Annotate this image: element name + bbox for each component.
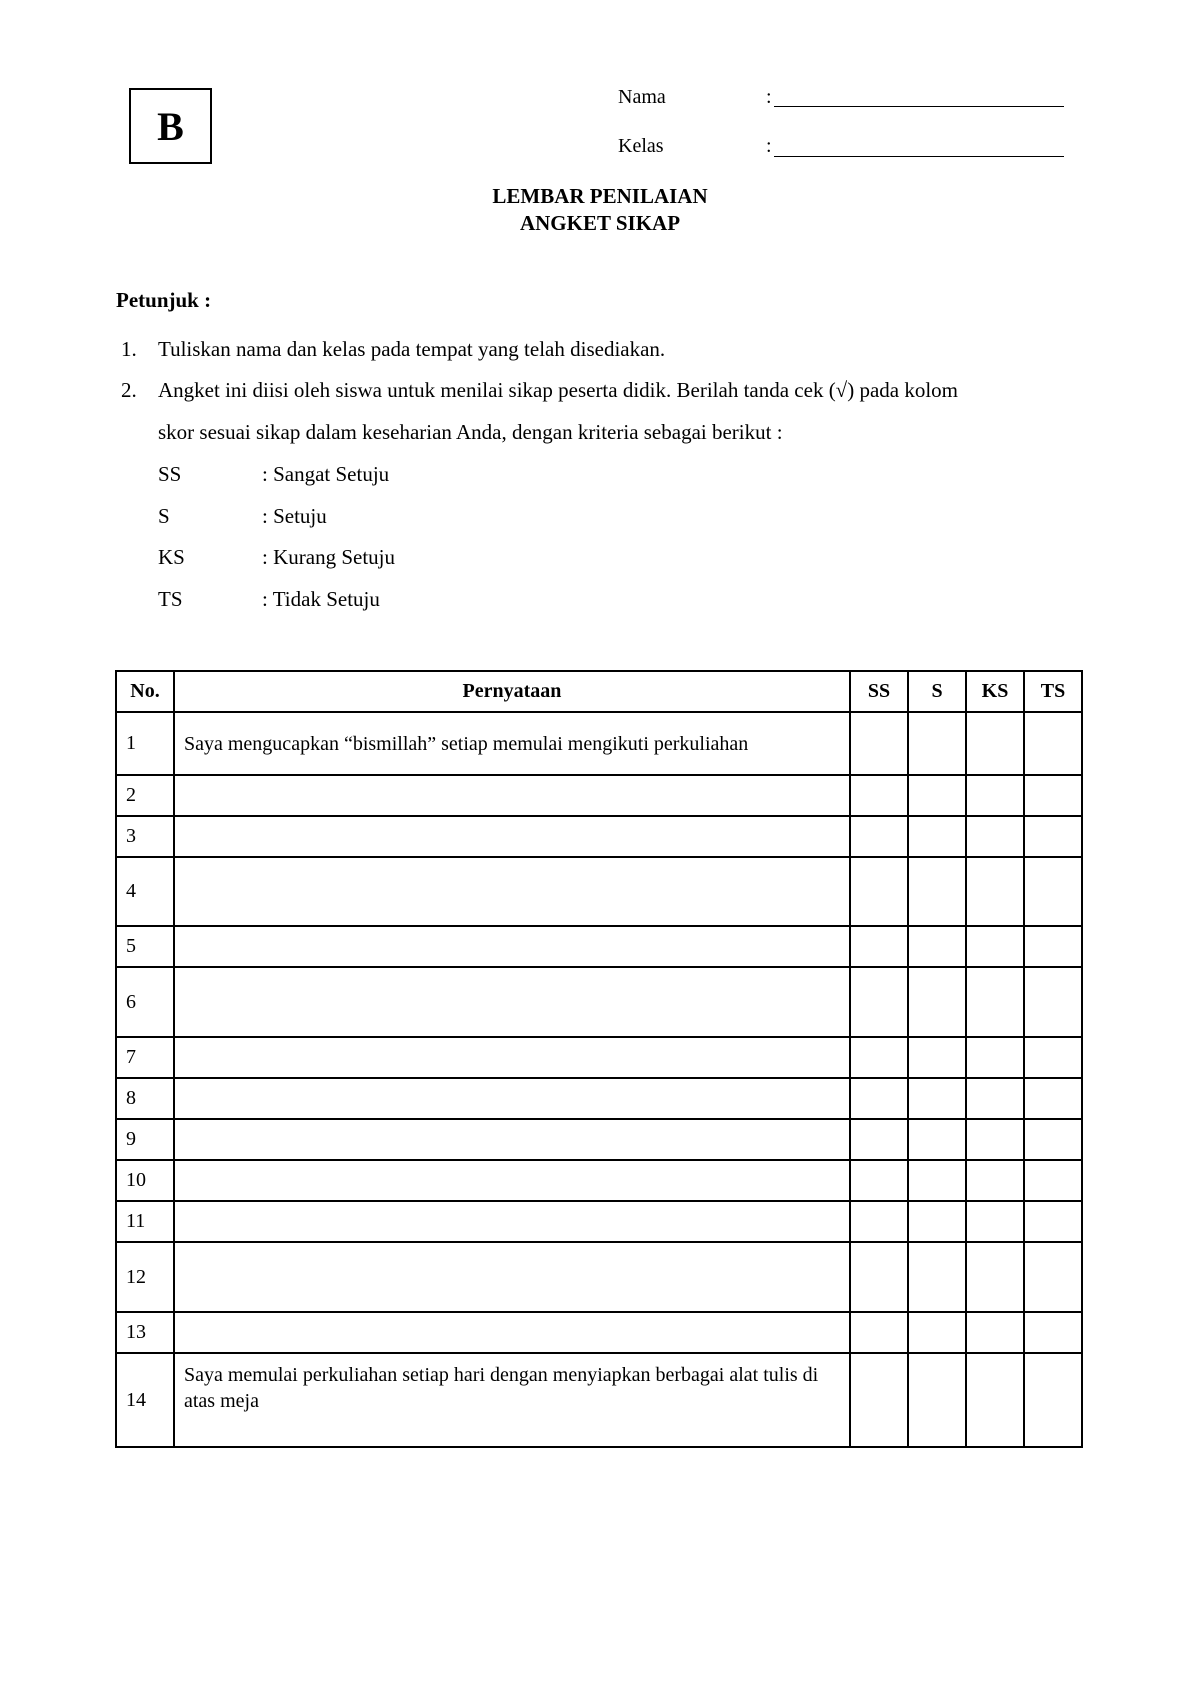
score-cell-s[interactable] bbox=[908, 712, 966, 775]
score-cell-ts[interactable] bbox=[1024, 1119, 1082, 1160]
score-cell-s[interactable] bbox=[908, 1160, 966, 1201]
statement-cell bbox=[174, 967, 850, 1037]
criteria-code: TS bbox=[158, 587, 183, 611]
score-cell-ks[interactable] bbox=[966, 816, 1024, 857]
score-cell-s[interactable] bbox=[908, 1037, 966, 1078]
score-cell-ss[interactable] bbox=[850, 1242, 908, 1312]
score-cell-s[interactable] bbox=[908, 1078, 966, 1119]
statement-cell bbox=[174, 775, 850, 816]
score-cell-ts[interactable] bbox=[1024, 1160, 1082, 1201]
score-cell-s[interactable] bbox=[908, 926, 966, 967]
score-cell-ss[interactable] bbox=[850, 1353, 908, 1447]
class-colon: : bbox=[766, 135, 772, 157]
score-cell-ss[interactable] bbox=[850, 1078, 908, 1119]
statement-cell bbox=[174, 816, 850, 857]
criteria-code: KS bbox=[158, 545, 185, 569]
score-cell-s[interactable] bbox=[908, 1353, 966, 1447]
score-cell-ts[interactable] bbox=[1024, 1242, 1082, 1312]
header-no: No. bbox=[116, 671, 174, 712]
score-cell-ks[interactable] bbox=[966, 1160, 1024, 1201]
statement-cell: Saya mengucapkan “bismillah” setiap memulai mengikuti perkuliahan bbox=[174, 712, 850, 775]
table-row bbox=[116, 1242, 1082, 1312]
instruction-text: Tuliskan nama dan kelas pada tempat yang telah disediakan. bbox=[158, 337, 666, 361]
score-cell-ss[interactable] bbox=[850, 967, 908, 1037]
score-cell-ts[interactable] bbox=[1024, 816, 1082, 857]
doc-title-line1: LEMBAR PENILAIAN bbox=[492, 184, 708, 208]
row-number: 14 bbox=[116, 1353, 174, 1447]
criteria-description: : Sangat Setuju bbox=[262, 462, 390, 486]
score-cell-ts[interactable] bbox=[1024, 1037, 1082, 1078]
row-number: 13 bbox=[116, 1312, 174, 1353]
score-cell-ss[interactable] bbox=[850, 712, 908, 775]
row-number: 7 bbox=[116, 1037, 174, 1078]
table-row bbox=[116, 1078, 1082, 1119]
score-cell-s[interactable] bbox=[908, 1201, 966, 1242]
score-cell-ss[interactable] bbox=[850, 1119, 908, 1160]
header-statement: Pernyataan bbox=[174, 671, 850, 712]
table-row bbox=[116, 1312, 1082, 1353]
instruction-text: skor sesuai sikap dalam keseharian Anda, dengan kriteria sebagai berikut : bbox=[158, 420, 783, 444]
score-cell-ks[interactable] bbox=[966, 1201, 1024, 1242]
header-s: S bbox=[908, 671, 966, 712]
table-row bbox=[116, 1353, 1082, 1447]
score-cell-ss[interactable] bbox=[850, 1160, 908, 1201]
name-colon: : bbox=[766, 86, 772, 108]
statement-cell bbox=[174, 1119, 850, 1160]
table-row bbox=[116, 1119, 1082, 1160]
score-cell-s[interactable] bbox=[908, 1242, 966, 1312]
score-cell-ks[interactable] bbox=[966, 967, 1024, 1037]
class-field[interactable] bbox=[774, 156, 1064, 157]
doc-title-line2: ANGKET SIKAP bbox=[519, 211, 681, 235]
row-number: 10 bbox=[116, 1160, 174, 1201]
score-cell-ts[interactable] bbox=[1024, 967, 1082, 1037]
row-number: 6 bbox=[116, 967, 174, 1037]
table-row bbox=[116, 857, 1082, 926]
score-cell-ts[interactable] bbox=[1024, 775, 1082, 816]
score-cell-ks[interactable] bbox=[966, 712, 1024, 775]
header-ss: SS bbox=[850, 671, 908, 712]
criteria-code: SS bbox=[158, 462, 182, 486]
score-cell-ks[interactable] bbox=[966, 1353, 1024, 1447]
header-ts: TS bbox=[1024, 671, 1082, 712]
score-cell-ss[interactable] bbox=[850, 926, 908, 967]
score-cell-ts[interactable] bbox=[1024, 1312, 1082, 1353]
instruction-text: Angket ini diisi oleh siswa untuk menilai sikap peserta didik. Berilah tanda cek (√) pada kolom bbox=[158, 378, 959, 402]
score-cell-ks[interactable] bbox=[966, 1312, 1024, 1353]
instruction-number: 1. bbox=[121, 337, 137, 361]
score-cell-ts[interactable] bbox=[1024, 712, 1082, 775]
header-ks: KS bbox=[966, 671, 1024, 712]
statement-cell bbox=[174, 857, 850, 926]
score-cell-ts[interactable] bbox=[1024, 926, 1082, 967]
statement-cell bbox=[174, 1078, 850, 1119]
row-number: 1 bbox=[116, 712, 174, 775]
score-cell-ss[interactable] bbox=[850, 775, 908, 816]
score-cell-s[interactable] bbox=[908, 816, 966, 857]
score-cell-s[interactable] bbox=[908, 857, 966, 926]
statement-cell bbox=[174, 1242, 850, 1312]
row-number: 9 bbox=[116, 1119, 174, 1160]
table-header-row bbox=[116, 671, 1082, 712]
row-number: 5 bbox=[116, 926, 174, 967]
score-cell-ss[interactable] bbox=[850, 1201, 908, 1242]
score-cell-ss[interactable] bbox=[850, 1312, 908, 1353]
criteria-description: : Kurang Setuju bbox=[262, 545, 395, 569]
table-row bbox=[116, 926, 1082, 967]
score-cell-ks[interactable] bbox=[966, 857, 1024, 926]
table-row bbox=[116, 712, 1082, 775]
table-row bbox=[116, 1037, 1082, 1078]
score-cell-ts[interactable] bbox=[1024, 1201, 1082, 1242]
score-cell-ts[interactable] bbox=[1024, 1353, 1082, 1447]
score-cell-ks[interactable] bbox=[966, 775, 1024, 816]
statement-cell bbox=[174, 1201, 850, 1242]
score-cell-s[interactable] bbox=[908, 1312, 966, 1353]
criteria-description: : Setuju bbox=[262, 504, 327, 528]
score-cell-ks[interactable] bbox=[966, 1037, 1024, 1078]
table-row bbox=[116, 816, 1082, 857]
table-row bbox=[116, 775, 1082, 816]
row-number: 2 bbox=[116, 775, 174, 816]
statement-cell bbox=[174, 926, 850, 967]
score-cell-ss[interactable] bbox=[850, 857, 908, 926]
score-cell-s[interactable] bbox=[908, 1119, 966, 1160]
score-cell-ss[interactable] bbox=[850, 816, 908, 857]
score-cell-ss[interactable] bbox=[850, 1037, 908, 1078]
table-row bbox=[116, 967, 1082, 1037]
score-cell-ks[interactable] bbox=[966, 1242, 1024, 1312]
class-label: Kelas bbox=[618, 135, 664, 157]
score-cell-ts[interactable] bbox=[1024, 1078, 1082, 1119]
version-label: B bbox=[157, 103, 184, 149]
statement-cell bbox=[174, 1312, 850, 1353]
table-row bbox=[116, 1201, 1082, 1242]
attitude-survey-table bbox=[115, 670, 1083, 1448]
score-cell-s[interactable] bbox=[908, 775, 966, 816]
row-number: 4 bbox=[116, 857, 174, 926]
criteria-description: : Tidak Setuju bbox=[262, 587, 380, 611]
score-cell-ks[interactable] bbox=[966, 1078, 1024, 1119]
score-cell-ks[interactable] bbox=[966, 926, 1024, 967]
instruction-number: 2. bbox=[121, 378, 137, 402]
row-number: 12 bbox=[116, 1242, 174, 1312]
instructions-heading: Petunjuk : bbox=[116, 288, 212, 312]
name-field[interactable] bbox=[774, 106, 1064, 107]
score-cell-ks[interactable] bbox=[966, 1119, 1024, 1160]
row-number: 11 bbox=[116, 1201, 174, 1242]
table-row bbox=[116, 1160, 1082, 1201]
name-label: Nama bbox=[618, 86, 666, 108]
score-cell-ts[interactable] bbox=[1024, 857, 1082, 926]
statement-cell bbox=[174, 1037, 850, 1078]
statement-cell bbox=[174, 1160, 850, 1201]
criteria-code: S bbox=[158, 504, 170, 528]
score-cell-s[interactable] bbox=[908, 967, 966, 1037]
statement-cell: Saya memulai perkuliahan setiap hari dengan menyiapkan berbagai alat tulis di atas meja bbox=[174, 1353, 850, 1447]
row-number: 8 bbox=[116, 1078, 174, 1119]
row-number: 3 bbox=[116, 816, 174, 857]
version-label-box bbox=[129, 88, 212, 164]
